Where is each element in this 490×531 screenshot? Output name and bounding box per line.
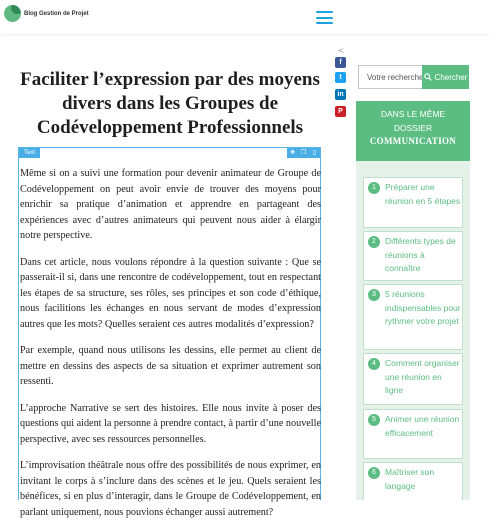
item-number-badge: 6 (368, 467, 380, 479)
hamburger-line (316, 22, 333, 24)
share-icon: < (337, 46, 345, 55)
site-header (0, 0, 490, 34)
item-number-badge: 1 (368, 182, 380, 194)
article-paragraph: L’improvisation théâtrale nous offre des possibilités de nous exprimer, en invitant le corps à s’inclure dans des scènes et le jeu. Quels seraient les bénéfices, si en plus d’interagir, dans le Groupe de Codéveloppement, en parlant uniquement, nous pouvions échanger aussi autrement? (20, 460, 321, 518)
dossier-item-link[interactable]: Maîtriser son langage (385, 467, 435, 491)
site-logo[interactable] (4, 5, 89, 22)
search-icon (424, 73, 432, 81)
search-input[interactable] (358, 65, 422, 89)
dossier-header-line: DANS LE MÊME (380, 109, 446, 119)
item-number-badge: 2 (368, 236, 380, 248)
dossier-header (356, 101, 470, 161)
dossier-item-link[interactable]: 5 réunions indispensables pour rythmer votre projet (385, 289, 461, 326)
article-paragraph: L’approche Narrative se sert des histoires. Elle nous invite à poser des questions qui aident la personne à prendre contact, à partir d’une nouvelle perspective, avec ses ressources personnelles. (20, 402, 321, 445)
delete-icon[interactable]: ▯ (312, 149, 317, 156)
page-title: Faciliter l’expression par des moyens divers dans les Groupes de Codéveloppement Professionnels (20, 69, 320, 138)
duplicate-icon[interactable]: ❐ (300, 149, 307, 156)
dossier-item-link[interactable]: Animer une réunion efficacement (385, 414, 460, 438)
pinterest-share-button[interactable]: P (335, 106, 346, 117)
widget-type-tag: Text (19, 148, 40, 158)
search-button-label: Chercher (434, 72, 468, 82)
share-bar (335, 46, 347, 115)
item-number-badge: 3 (368, 289, 380, 301)
twitter-share-button[interactable]: t (335, 72, 346, 83)
dossier-item-link[interactable]: Différents types de réunions à connaître (385, 236, 456, 273)
article-paragraph: Dans cet article, nous voulons répondre à la question suivante : Que se passerait-il si, dans une rencontre de codéveloppement, tout en respectant les étapes de sa structure, ses rôles, ses principes et son code d’éthique, nous facilitions les échanges en nous servant de modes d’expression autres que les mots? Quelles seraient ces autres modalités d’expression? (20, 256, 321, 330)
text-widget[interactable] (18, 147, 321, 518)
widget-toolbar (287, 148, 320, 158)
dossier-item-link[interactable]: Préparer une réunion en 5 étapes (385, 182, 461, 206)
facebook-share-button[interactable]: f (335, 57, 346, 68)
dossier-category[interactable]: COMMUNICATION (369, 136, 457, 146)
item-number-badge: 4 (368, 358, 380, 370)
article-paragraph: Par exemple, quand nous utilisons les dessins, elle permet au client de mettre en dessins des aspects de sa situation et exprimer autrement son ressenti. (20, 345, 321, 387)
dossier-item[interactable] (363, 462, 463, 500)
sidebar-dossier (356, 101, 470, 500)
search-button[interactable] (422, 65, 469, 89)
dossier-header-line: DOSSIER (393, 123, 433, 133)
dossier-item[interactable] (363, 409, 463, 459)
logo-icon (4, 5, 21, 22)
hamburger-line (316, 17, 333, 19)
hamburger-line (316, 11, 333, 13)
article-paragraph: Même si on a suivi une formation pour devenir animateur de Groupe de Codéveloppement on peut avoir envie de trouver des moyens pour enrichir sa pratique d’animation et apprendre en partageant des expériences avec d’autres animateurs qui peuvent nous aider à élargir notre perspective. (20, 168, 321, 241)
dossier-item[interactable] (363, 231, 463, 281)
dossier-item[interactable] (363, 177, 463, 228)
dossier-item[interactable] (363, 353, 463, 405)
linkedin-share-button[interactable]: in (335, 89, 346, 100)
move-icon[interactable]: ✥ (289, 149, 296, 156)
dossier-item[interactable] (363, 284, 463, 350)
article-body (20, 166, 321, 531)
item-number-badge: 5 (368, 414, 380, 426)
hamburger-icon[interactable] (316, 11, 333, 24)
dossier-item-link[interactable]: Comment organiser une réunion en ligne (385, 358, 460, 395)
logo-text: Blog Gestion de Projet (24, 10, 89, 17)
